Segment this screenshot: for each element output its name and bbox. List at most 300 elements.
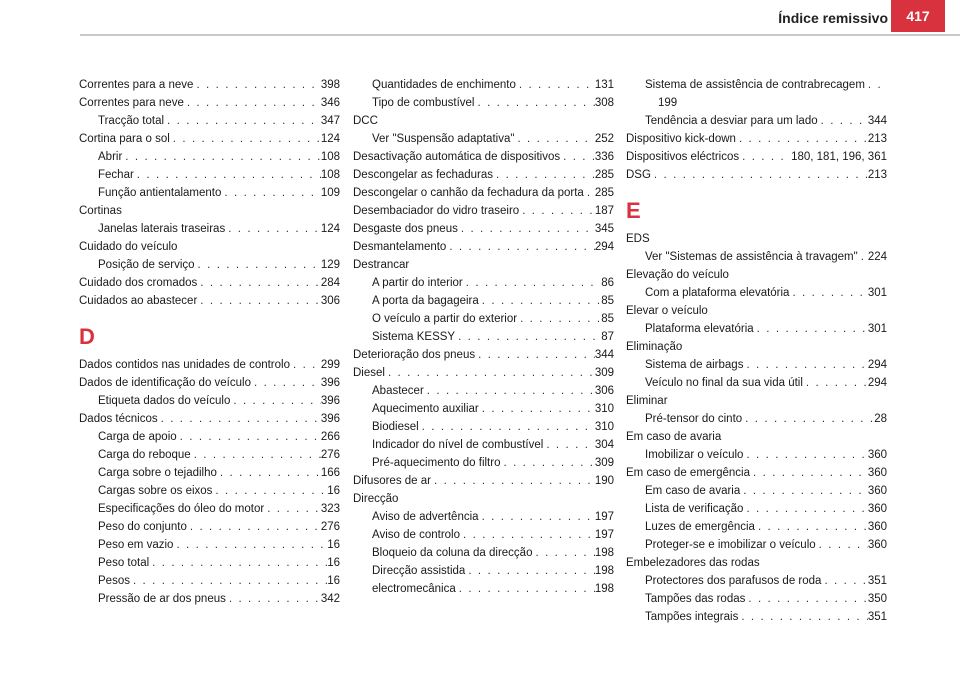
index-entry xyxy=(353,274,614,292)
entry-text: Tracção total xyxy=(98,115,165,127)
page-ref: 323 xyxy=(320,503,340,515)
page-ref: 284 xyxy=(320,277,340,289)
leader-dots xyxy=(226,590,321,608)
index-entry xyxy=(353,400,614,418)
index-column-3 xyxy=(626,76,887,626)
entry-text: Cuidados ao abastecer xyxy=(79,295,198,307)
entry-text: electromecânica xyxy=(372,583,456,595)
entry-text: Tendência a desviar para um lado xyxy=(645,115,818,127)
entry-text: Descongelar as fechaduras xyxy=(353,169,493,181)
leader-dots xyxy=(739,148,791,166)
index-entry xyxy=(353,130,614,148)
leader-dots xyxy=(431,472,595,490)
leader-dots xyxy=(475,346,595,364)
page-ref: 180, 181, 196, 361 xyxy=(791,151,887,163)
entry-text: Sistema KESSY xyxy=(372,331,456,343)
index-entry xyxy=(79,220,340,238)
page-ref: 213 xyxy=(867,133,887,145)
page-ref: 213 xyxy=(867,169,887,181)
leader-dots xyxy=(460,526,595,544)
index-entry xyxy=(79,184,340,202)
leader-dots xyxy=(821,572,867,590)
entry-text: A partir do interior xyxy=(372,277,463,289)
entry-text: Diesel xyxy=(353,367,385,379)
leader-dots xyxy=(170,130,321,148)
page-ref: 396 xyxy=(320,377,340,389)
index-entry xyxy=(626,410,887,428)
leader-dots xyxy=(221,184,320,202)
index-entry xyxy=(79,292,340,310)
index-entry xyxy=(626,356,887,374)
page-ref: 285 xyxy=(594,169,614,181)
entry-text: EDS xyxy=(626,233,650,245)
leader-dots xyxy=(740,482,868,500)
entry-text: Função antientalamento xyxy=(98,187,222,199)
page-ref: 166 xyxy=(320,467,340,479)
leader-dots xyxy=(803,374,868,392)
index-entry xyxy=(353,220,614,238)
index-entry xyxy=(353,238,614,256)
entry-text: Veículo no final da sua vida útil xyxy=(645,377,803,389)
index-entry xyxy=(79,500,340,518)
page-ref: 124 xyxy=(320,223,340,235)
index-entry xyxy=(626,76,887,94)
leader-dots xyxy=(134,166,321,184)
leader-dots xyxy=(738,608,867,626)
entry-text: Dados contidos nas unidades de controlo xyxy=(79,359,290,371)
entry-text: Cuidado dos cromados xyxy=(79,277,198,289)
index-heading xyxy=(626,266,887,284)
leader-dots xyxy=(465,562,594,580)
leader-dots xyxy=(493,166,595,184)
page-ref: 351 xyxy=(867,611,887,623)
leader-dots xyxy=(458,220,595,238)
page-ref: 198 xyxy=(594,547,614,559)
section-letter: D xyxy=(79,324,95,349)
index-entry xyxy=(626,590,887,608)
page-ref: 301 xyxy=(867,323,887,335)
leader-dots xyxy=(122,148,321,166)
leader-dots xyxy=(419,418,595,436)
page-ref: 310 xyxy=(594,421,614,433)
entry-text: Luzes de emergência xyxy=(645,521,755,533)
page-ref: 108 xyxy=(320,151,340,163)
entry-text: Carga de apoio xyxy=(98,431,177,443)
index-entry xyxy=(79,148,340,166)
leader-dots xyxy=(560,148,595,166)
page-ref: 299 xyxy=(320,359,340,371)
index-entry xyxy=(353,436,614,454)
page-ref: 276 xyxy=(320,449,340,461)
index-column-1 xyxy=(79,76,340,608)
page-ref: 351 xyxy=(867,575,887,587)
leader-dots xyxy=(818,112,868,130)
page-ref: 346 xyxy=(320,97,340,109)
page-ref: 306 xyxy=(320,295,340,307)
leader-dots xyxy=(517,310,601,328)
page-ref: 310 xyxy=(594,403,614,415)
index-entry xyxy=(353,364,614,382)
index-entry xyxy=(79,112,340,130)
page-number-badge: 417 xyxy=(891,0,945,32)
index-entry xyxy=(353,526,614,544)
index-entry xyxy=(353,418,614,436)
index-continuation xyxy=(626,94,887,112)
index-entry xyxy=(353,148,614,166)
entry-text: 199 xyxy=(658,97,678,109)
index-heading xyxy=(353,490,614,508)
page-ref: 198 xyxy=(594,565,614,577)
leader-dots xyxy=(385,364,595,382)
index-entry xyxy=(626,130,887,148)
index-entry xyxy=(353,472,614,490)
entry-text: Correntes para a neve xyxy=(79,79,194,91)
leader-dots xyxy=(187,518,321,536)
entry-text: Dispositivo kick-down xyxy=(626,133,736,145)
entry-text: Tipo de combustível xyxy=(372,97,475,109)
leader-dots xyxy=(865,76,887,94)
index-heading xyxy=(79,238,340,256)
page-ref: 129 xyxy=(320,259,340,271)
index-entry xyxy=(353,544,614,562)
leader-dots xyxy=(446,238,594,256)
leader-dots xyxy=(197,274,321,292)
entry-text: Lista de verificação xyxy=(645,503,744,515)
entry-text: Indicador do nível de combustível xyxy=(372,439,544,451)
page-ref: 87 xyxy=(601,331,614,343)
entry-text: Etiqueta dados do veículo xyxy=(98,395,231,407)
page-ref: 342 xyxy=(320,593,340,605)
leader-dots xyxy=(212,482,327,500)
entry-text: Peso total xyxy=(98,557,150,569)
index-heading xyxy=(626,554,887,572)
entry-text: Sistema de airbags xyxy=(645,359,744,371)
entry-text: Aviso de controlo xyxy=(372,529,461,541)
entry-text: Direcção xyxy=(353,493,399,505)
entry-text: Tampões integrais xyxy=(645,611,739,623)
index-entry xyxy=(79,446,340,464)
leader-dots xyxy=(755,518,868,536)
index-entry xyxy=(626,518,887,536)
entry-text: Imobilizar o veículo xyxy=(645,449,744,461)
index-heading xyxy=(353,256,614,274)
index-entry xyxy=(626,482,887,500)
page-ref: 224 xyxy=(867,251,887,263)
entry-text: Pesos xyxy=(98,575,130,587)
page-ref: 350 xyxy=(867,593,887,605)
index-entry xyxy=(79,256,340,274)
entry-text: Dados de identificação do veículo xyxy=(79,377,251,389)
entry-text: Tampões das rodas xyxy=(645,593,746,605)
leader-dots xyxy=(736,130,868,148)
entry-text: Bloqueio da coluna da direcção xyxy=(372,547,533,559)
leader-dots xyxy=(251,374,321,392)
entry-text: Peso em vazio xyxy=(98,539,174,551)
entry-text: Aviso de advertência xyxy=(372,511,479,523)
leader-dots xyxy=(743,446,867,464)
index-entry xyxy=(353,580,614,598)
leader-dots xyxy=(474,94,594,112)
index-column-2 xyxy=(353,76,614,598)
index-entry xyxy=(79,130,340,148)
page-ref: 85 xyxy=(601,313,614,325)
leader-dots xyxy=(195,256,321,274)
header-rule xyxy=(80,34,960,36)
page-ref: 198 xyxy=(594,583,614,595)
index-entry xyxy=(626,166,887,184)
page-ref: 309 xyxy=(594,367,614,379)
index-entry xyxy=(79,518,340,536)
index-entry xyxy=(626,148,887,166)
page-ref: 304 xyxy=(594,439,614,451)
page-ref: 344 xyxy=(594,349,614,361)
entry-text: Elevar o veículo xyxy=(626,305,708,317)
leader-dots xyxy=(463,274,601,292)
index-entry xyxy=(353,184,614,202)
entry-text: Carga sobre o tejadilho xyxy=(98,467,217,479)
index-heading xyxy=(79,202,340,220)
index-entry xyxy=(626,464,887,482)
entry-text: Especificações do óleo do motor xyxy=(98,503,265,515)
leader-dots xyxy=(193,76,320,94)
index-entry xyxy=(79,482,340,500)
leader-dots xyxy=(230,392,320,410)
page-ref: 109 xyxy=(320,187,340,199)
index-entry xyxy=(79,590,340,608)
leader-dots xyxy=(264,500,321,518)
index-entry xyxy=(79,392,340,410)
page-ref: 308 xyxy=(594,97,614,109)
entry-text: DSG xyxy=(626,169,651,181)
page-ref: 301 xyxy=(867,287,887,299)
entry-text: Destrancar xyxy=(353,259,410,271)
entry-text: Desmantelamento xyxy=(353,241,447,253)
entry-text: Fechar xyxy=(98,169,134,181)
index-entry xyxy=(79,94,340,112)
index-entry xyxy=(79,356,340,374)
page-ref: 16 xyxy=(327,485,340,497)
entry-text: Desembaciador do vidro traseiro xyxy=(353,205,520,217)
index-heading xyxy=(626,428,887,446)
page-ref: 336 xyxy=(594,151,614,163)
index-entry xyxy=(626,320,887,338)
leader-dots xyxy=(500,454,594,472)
entry-text: Janelas laterais traseiras xyxy=(98,223,226,235)
index-entry xyxy=(626,536,887,554)
index-heading xyxy=(626,302,887,320)
page-ref: 86 xyxy=(601,277,614,289)
leader-dots xyxy=(424,382,595,400)
index-entry xyxy=(626,248,887,266)
entry-text: Posição de serviço xyxy=(98,259,195,271)
page-ref: 108 xyxy=(320,169,340,181)
leader-dots xyxy=(479,292,601,310)
entry-text: Cargas sobre os eixos xyxy=(98,485,213,497)
index-entry xyxy=(353,346,614,364)
page-ref: 190 xyxy=(594,475,614,487)
index-entry xyxy=(626,284,887,302)
index-entry xyxy=(626,500,887,518)
page-ref: 360 xyxy=(867,539,887,551)
index-entry xyxy=(353,310,614,328)
index-entry xyxy=(79,464,340,482)
entry-text: Abrir xyxy=(98,151,123,163)
page-ref: 294 xyxy=(594,241,614,253)
page-ref: 285 xyxy=(594,187,614,199)
entry-text: Pressão de ar dos pneus xyxy=(98,593,226,605)
page-title: Índice remissivo xyxy=(778,10,888,26)
leader-dots xyxy=(789,284,867,302)
entry-text: Cuidado do veículo xyxy=(79,241,178,253)
leader-dots xyxy=(130,572,327,590)
leader-dots xyxy=(745,590,867,608)
page-ref: 360 xyxy=(867,503,887,515)
index-entry xyxy=(626,572,887,590)
page-ref: 398 xyxy=(320,79,340,91)
index-entry xyxy=(626,112,887,130)
entry-text: Com a plataforma elevatória xyxy=(645,287,790,299)
leader-dots xyxy=(164,112,321,130)
index-entry xyxy=(79,554,340,572)
leader-dots xyxy=(743,356,867,374)
index-entry xyxy=(353,94,614,112)
leader-dots xyxy=(858,248,868,266)
entry-text: Abastecer xyxy=(372,385,424,397)
page-ref: 294 xyxy=(867,359,887,371)
leader-dots xyxy=(479,508,595,526)
entry-text: Sistema de assistência de contrabrecagem xyxy=(645,79,865,91)
entry-text: Ver "Suspensão adaptativa" xyxy=(372,133,515,145)
page-ref: 16 xyxy=(327,539,340,551)
index-heading xyxy=(626,338,887,356)
page-ref: 124 xyxy=(320,133,340,145)
entry-text: Dados técnicos xyxy=(79,413,158,425)
entry-text: Direcção assistida xyxy=(372,565,466,577)
leader-dots xyxy=(184,94,321,112)
index-entry xyxy=(353,508,614,526)
index-entry xyxy=(626,374,887,392)
entry-text: Quantidades de enchimento xyxy=(372,79,516,91)
index-heading xyxy=(626,230,887,248)
page-ref: 360 xyxy=(867,485,887,497)
leader-dots xyxy=(158,410,321,428)
leader-dots xyxy=(173,536,327,554)
page-ref: 396 xyxy=(320,413,340,425)
leader-dots xyxy=(456,580,595,598)
leader-dots xyxy=(191,446,321,464)
leader-dots xyxy=(532,544,594,562)
index-entry xyxy=(353,382,614,400)
leader-dots xyxy=(455,328,601,346)
entry-text: O veículo a partir do exterior xyxy=(372,313,518,325)
leader-dots xyxy=(543,436,594,454)
index-entry xyxy=(79,572,340,590)
leader-dots xyxy=(743,500,867,518)
entry-text: A porta da bagageira xyxy=(372,295,479,307)
entry-text: Proteger-se e imobilizar o veículo xyxy=(645,539,816,551)
page-ref: 85 xyxy=(601,295,614,307)
entry-text: Peso do conjunto xyxy=(98,521,187,533)
index-entry xyxy=(79,76,340,94)
leader-dots xyxy=(742,410,874,428)
page-ref: 16 xyxy=(327,557,340,569)
page-ref: 187 xyxy=(594,205,614,217)
entry-text: Cortina para o sol xyxy=(79,133,170,145)
entry-text: Descongelar o canhão da fechadura da porta xyxy=(353,187,584,199)
leader-dots xyxy=(149,554,327,572)
section-letter: E xyxy=(626,198,641,223)
page-ref: 197 xyxy=(594,529,614,541)
page-ref: 360 xyxy=(867,521,887,533)
page-ref: 360 xyxy=(867,449,887,461)
entry-text: Em caso de emergência xyxy=(626,467,751,479)
entry-text: Plataforma elevatória xyxy=(645,323,754,335)
index-entry xyxy=(353,166,614,184)
page-ref: 309 xyxy=(594,457,614,469)
leader-dots xyxy=(290,356,321,374)
entry-text: Cortinas xyxy=(79,205,122,217)
leader-dots xyxy=(584,184,595,202)
page-ref: 344 xyxy=(867,115,887,127)
index-entry xyxy=(79,536,340,554)
index-entry xyxy=(353,454,614,472)
index-entry xyxy=(79,166,340,184)
page-ref: 396 xyxy=(320,395,340,407)
entry-text: Aquecimento auxiliar xyxy=(372,403,479,415)
entry-text: Protectores dos parafusos de roda xyxy=(645,575,822,587)
leader-dots xyxy=(516,76,595,94)
page-ref: 276 xyxy=(320,521,340,533)
index-entry xyxy=(353,562,614,580)
leader-dots xyxy=(177,428,321,446)
entry-text: Desgaste dos pneus xyxy=(353,223,458,235)
page-ref: 16 xyxy=(327,575,340,587)
index-heading xyxy=(626,392,887,410)
page-ref: 347 xyxy=(320,115,340,127)
entry-text: Deterioração dos pneus xyxy=(353,349,476,361)
index-entry xyxy=(626,608,887,626)
leader-dots xyxy=(479,400,595,418)
leader-dots xyxy=(514,130,594,148)
index-entry xyxy=(353,76,614,94)
entry-text: Eliminar xyxy=(626,395,668,407)
page-ref: 360 xyxy=(867,467,887,479)
entry-text: Desactivação automática de dispositivos xyxy=(353,151,561,163)
entry-text: Biodiesel xyxy=(372,421,419,433)
entry-text: DCC xyxy=(353,115,378,127)
page-ref: 345 xyxy=(594,223,614,235)
page-ref: 28 xyxy=(874,413,887,425)
entry-text: Carga do reboque xyxy=(98,449,191,461)
entry-text: Embelezadores das rodas xyxy=(626,557,760,569)
index-entry xyxy=(353,292,614,310)
index-entry xyxy=(79,374,340,392)
entry-text: Difusores de ar xyxy=(353,475,431,487)
entry-text: Pré-aquecimento do filtro xyxy=(372,457,501,469)
index-heading xyxy=(353,112,614,130)
leader-dots xyxy=(217,464,321,482)
page-ref: 306 xyxy=(594,385,614,397)
leader-dots xyxy=(225,220,321,238)
entry-text: Ver "Sistemas de assistência à travagem" xyxy=(645,251,858,263)
page-ref: 197 xyxy=(594,511,614,523)
entry-text: Correntes para neve xyxy=(79,97,184,109)
leader-dots xyxy=(754,320,868,338)
index-entry xyxy=(353,202,614,220)
entry-text: Elevação do veículo xyxy=(626,269,729,281)
entry-text: Eliminação xyxy=(626,341,683,353)
entry-text: Em caso de avaria xyxy=(626,431,722,443)
